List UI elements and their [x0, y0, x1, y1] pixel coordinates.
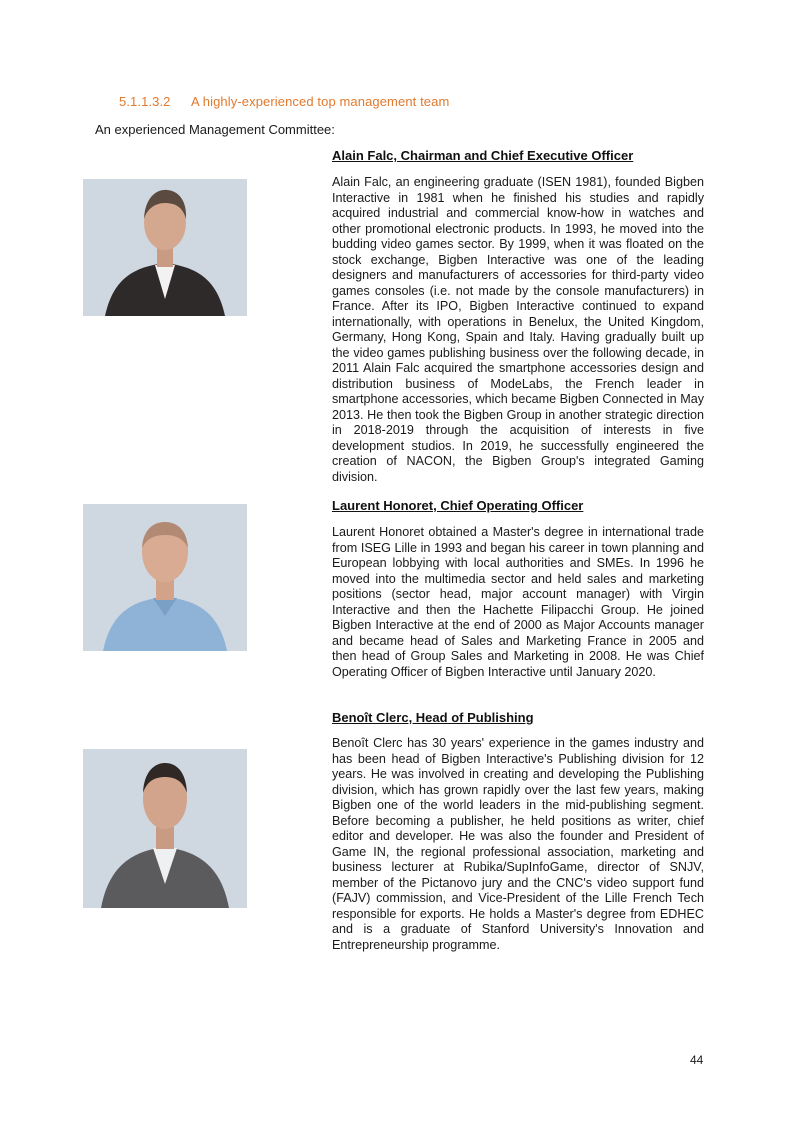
portrait-photo-falc	[83, 179, 247, 316]
intro-text: An experienced Management Committee:	[95, 122, 335, 137]
portrait-clerc-image	[83, 749, 247, 908]
member-title-clerc: Benoît Clerc, Head of Publishing	[332, 710, 534, 725]
section-number: 5.1.1.3.2	[119, 94, 171, 109]
section-heading	[119, 94, 449, 109]
portrait-honoret-image	[83, 504, 247, 651]
member-title-falc: Alain Falc, Chairman and Chief Executive Officer	[332, 148, 634, 163]
member-title-honoret: Laurent Honoret, Chief Operating Officer	[332, 498, 584, 513]
member-bio-falc: Alain Falc, an engineering graduate (ISEN 1981), founded Bigben Interactive in 1981 when he finished his studies and rapidly acquired industrial and commercial know-how in watches and other promotional electronic products. In 1993, he moved into the budding video games sector. By 1999, when it was floated on the stock exchange, Bigben Interactive was one of the leading designers and manufacturers of accessories for third-party video games consoles (i.e. not made by the console manufacturers) in France. After its IPO, Bigben Interactive continued to expand internationally, with operations in Benelux, the United Kingdom, Germany, Hong Kong, Spain and Italy. Having gradually built up the video games publishing business over the following decade, in 2011 Alain Falc acquired the smartphone accessories design and distribution business of ModeLabs, the French leader in smartphone accessories, which became Bigben Connected in May 2013. He then took the Bigben Group in another strategic direction in 2018-2019 through the acquisition of interests in five development studios. In 2019, he successfully engineered the creation of NACON, the Bigben Group's integrated Gaming division.	[332, 175, 704, 484]
portrait-falc-image	[83, 179, 247, 316]
member-bio-clerc: Benoît Clerc has 30 years' experience in the games industry and has been head of Bigben Interactive's Publishing division for 12 years. He was involved in creating and developing the Publishing division, which has grown rapidly over the last few years, making Bigben one of the world leaders in the mid-publishing segment. Before becoming a publisher, he held positions as writer, chief editor and developer. He was also the founder and President of Game IN, the regional professional association, marketing and business lecturer at Rubika/SupInfoGame, director of SNJV, member of the Pictanovo jury and the CNC's video support fund (FAJV) commission, and Vice-President of the Lille French Tech responsible for exports. He holds a Master's degree from EDHEC and is a graduate of Stanford University's Innovation and Entrepreneurship programme.	[332, 736, 704, 952]
section-title: A highly-experienced top management team	[191, 94, 450, 109]
portrait-photo-honoret	[83, 504, 247, 651]
portrait-photo-clerc	[83, 749, 247, 908]
member-bio-honoret: Laurent Honoret obtained a Master's degree in international trade from ISEG Lille in 1993 and began his career in town planning and European lobbying with local authorities and SMEs. In 1996 he moved into the multimedia sector and held sales and marketing positions (sector head, major account manager) with Virgin Interactive and then the Hachette Filipacchi Group. He joined Bigben Interactive at the end of 2000 as Major Accounts manager and became head of Sales and Marketing France in 2005 and then head of Group Sales and Marketing in 2008. He was Chief Operating Officer of Bigben Interactive until January 2020.	[332, 525, 704, 679]
page-number: 44	[690, 1053, 704, 1067]
